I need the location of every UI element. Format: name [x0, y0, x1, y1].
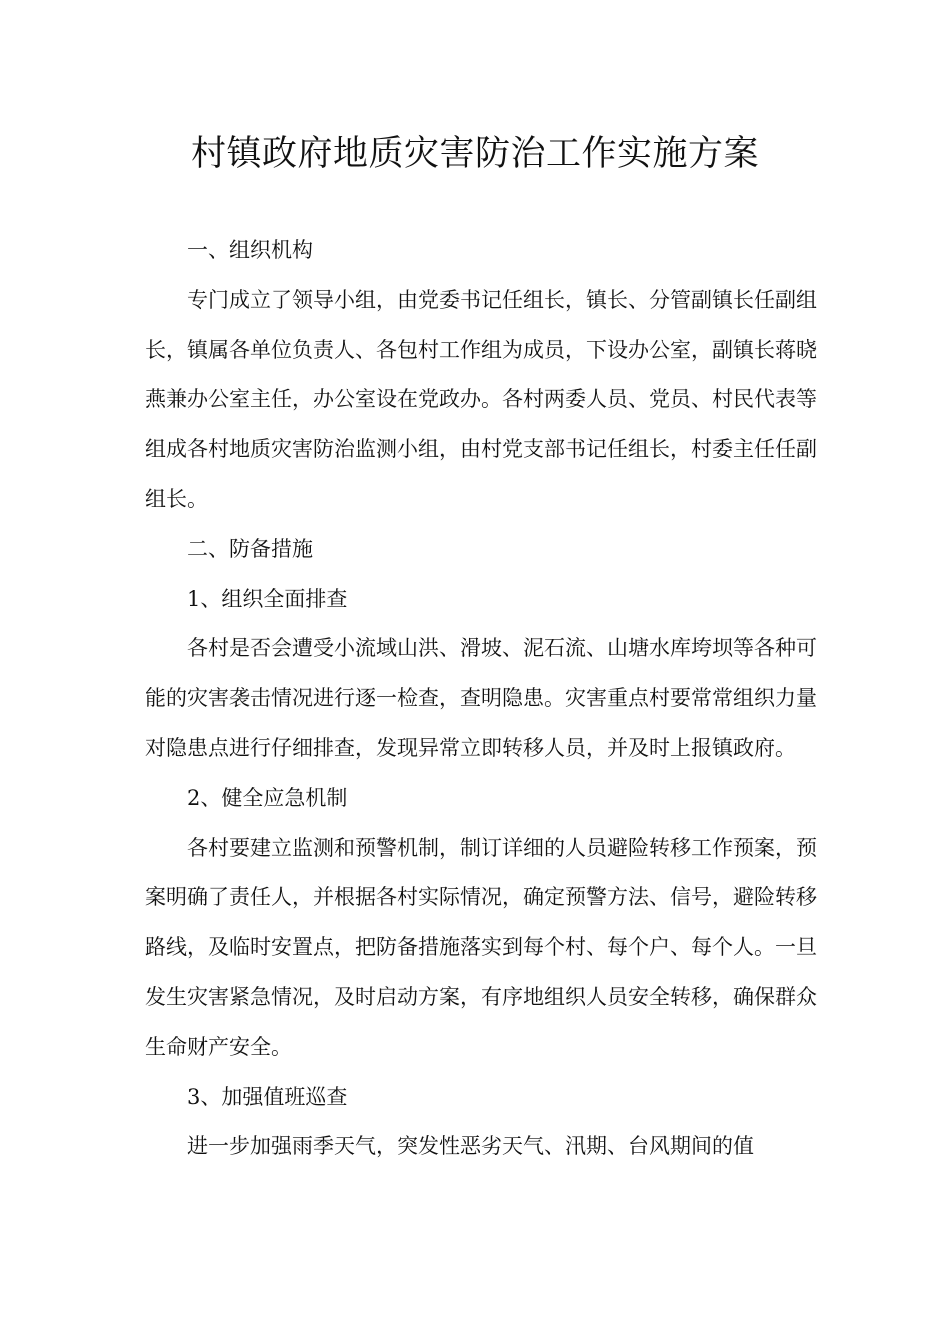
- paragraph-organization: 专门成立了领导小组，由党委书记任组长，镇长、分管副镇长任副组长，镇属各单位负责人、各包村工作组为成员，下设办公室，副镇长蒋晓燕兼办公室主任，办公室设在党政办。各村两委人员、党员、村民代表等组成各村地质灾害防治监测小组，由村党支部书记任组长，村委主任任副组长。: [145, 287, 817, 511]
- paragraph-duty-patrol: 进一步加强雨季天气，突发性恶劣天气、汛期、台风期间的值: [187, 1134, 754, 1159]
- section-heading-measures: 二、防备措施: [187, 536, 313, 561]
- document-body: [145, 226, 817, 1172]
- subheading-emergency-mechanism: 2、健全应急机制: [187, 785, 348, 810]
- subheading-duty-patrol: 3、加强值班巡查: [187, 1084, 348, 1109]
- subheading-inspection: 1、组织全面排查: [187, 586, 348, 611]
- paragraph-inspection: 各村是否会遭受小流域山洪、滑坡、泥石流、山塘水库垮坝等各种可能的灾害袭击情况进行逐一检查，查明隐患。灾害重点村要常常组织力量对隐患点进行仔细排查，发现异常立即转移人员，并及时上报镇政府。: [145, 636, 817, 760]
- paragraph-emergency-mechanism: 各村要建立监测和预警机制，制订详细的人员避险转移工作预案，预案明确了责任人，并根据各村实际情况，确定预警方法、信号，避险转移路线，及临时安置点，把防备措施落实到每个村、每个户、每个人。一旦发生灾害紧急情况，及时启动方案，有序地组织人员安全转移，确保群众生命财产安全。: [145, 835, 817, 1059]
- document-title: 村镇政府地质灾害防治工作实施方案: [190, 134, 759, 174]
- section-heading-organization: 一、组织机构: [187, 238, 313, 262]
